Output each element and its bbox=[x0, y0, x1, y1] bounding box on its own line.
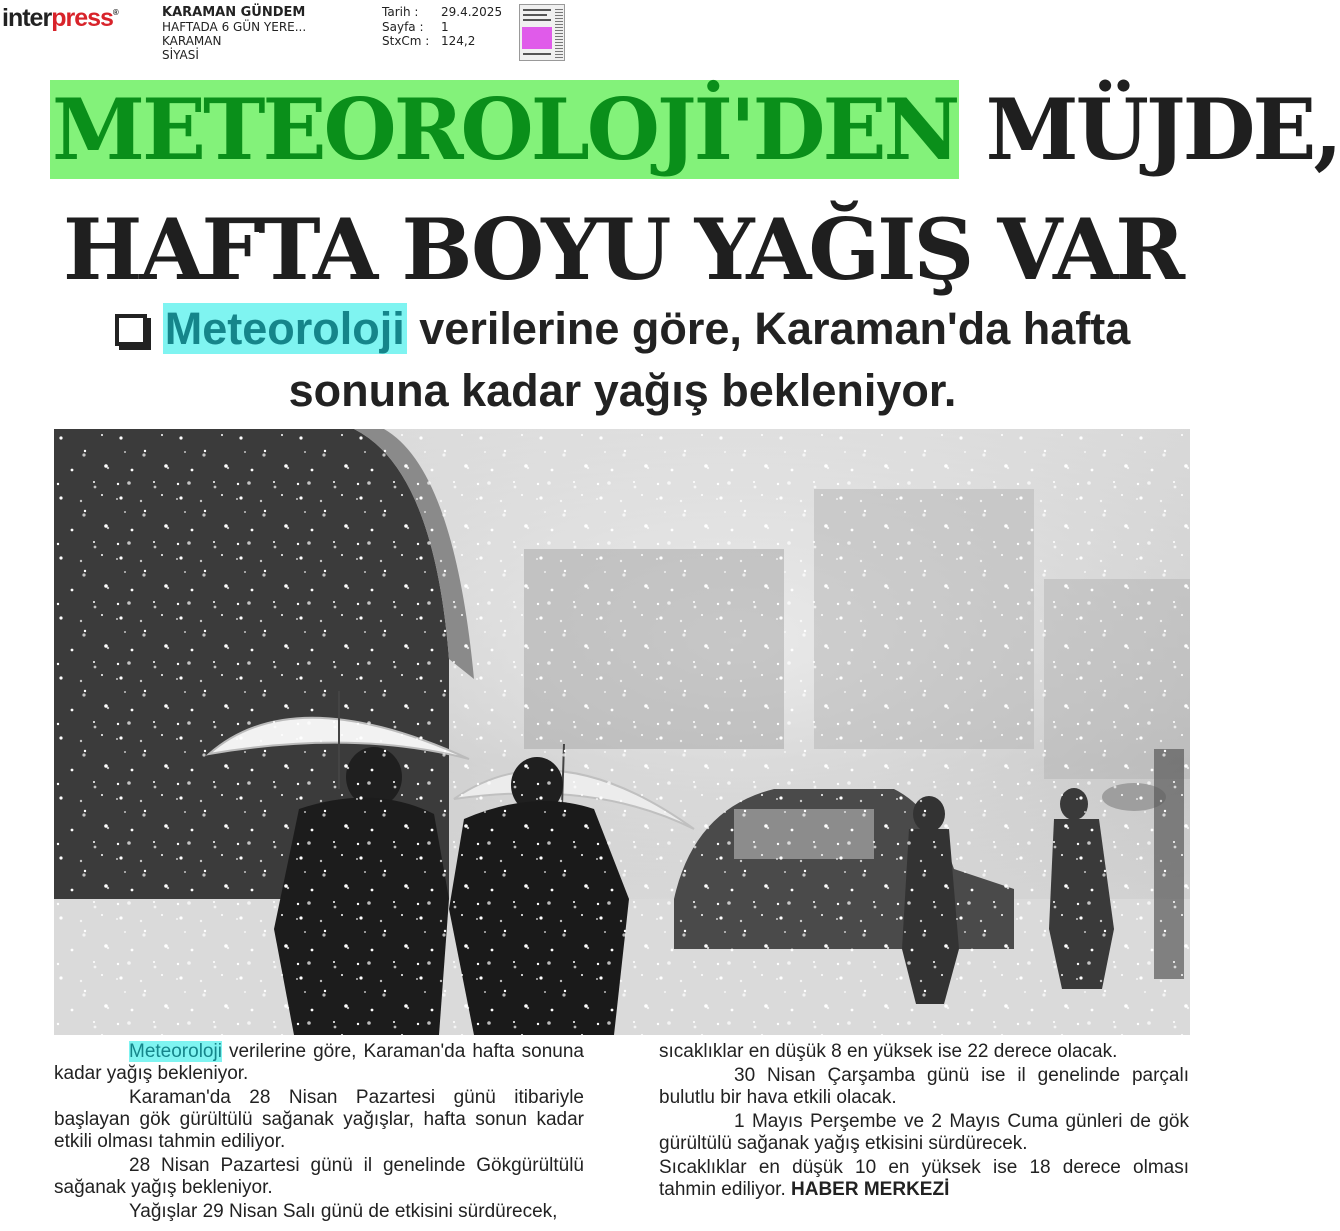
publication-frequency: HAFTADA 6 GÜN YERE... bbox=[162, 20, 307, 34]
stxcm-row bbox=[382, 34, 502, 49]
rain-umbrella-photo bbox=[54, 429, 1190, 1035]
thumbnail-highlight-area bbox=[522, 27, 552, 49]
stxcm-label: StxCm : bbox=[382, 34, 430, 48]
date-row bbox=[382, 5, 502, 20]
article-paragraph-1 bbox=[54, 1041, 584, 1085]
logo-text-dark: inter bbox=[2, 4, 52, 32]
article-paragraph-7 bbox=[659, 1157, 1189, 1201]
article-paragraph-3: 28 Nisan Pazartesi günü il genelinde Gökgürültülü sağanak yağış bekleniyor. bbox=[54, 1155, 584, 1198]
logo-text-accent: press bbox=[51, 4, 113, 32]
subheadline-line-2: sonuna kadar yağış bekleniyor. bbox=[288, 365, 957, 416]
stxcm-value: 124,2 bbox=[441, 34, 476, 48]
article-paragraph-6: 1 Mayıs Perşembe ve 2 Mayıs Cuma günleri de gök gürültülü sağanak yağış etkisini sürdürecek. bbox=[659, 1111, 1189, 1154]
publication-category: SİYASİ bbox=[162, 48, 199, 62]
subheadline bbox=[55, 298, 1190, 422]
article-byline: HABER MERKEZİ bbox=[791, 1179, 950, 1200]
logo-registered-mark: ® bbox=[112, 8, 118, 17]
headline-line-1 bbox=[50, 80, 1340, 179]
article-paragraph-2: Karaman'da 28 Nisan Pazartesi günü itibariyle başlayan gök gürültülü sağanak yağışlar, hafta sonun kadar etkili olması tahmin ediliyor. bbox=[54, 1087, 584, 1152]
headline-highlight: METEOROLOJİ'DEN bbox=[52, 80, 958, 179]
article-column-left bbox=[54, 1041, 584, 1225]
date-label: Tarih : bbox=[382, 5, 419, 19]
article-paragraph-7-text: Sıcaklıklar en düşük 10 en yüksek ise 18 derece olması tahmin ediliyor. bbox=[659, 1157, 1189, 1200]
interpress-logo bbox=[2, 4, 118, 33]
article-column-right bbox=[659, 1041, 1189, 1203]
headline bbox=[50, 80, 1340, 299]
clipping-meta bbox=[382, 5, 502, 49]
publication-region: KARAMAN bbox=[162, 34, 222, 48]
checkbox-icon bbox=[115, 314, 147, 346]
article-paragraph-4-start: Yağışlar 29 Nisan Salı günü de etkisini sürdürecek, bbox=[129, 1201, 558, 1222]
date-value: 29.4.2025 bbox=[441, 5, 503, 19]
article-photo bbox=[54, 429, 1190, 1035]
article-paragraph-4-end: sıcaklıklar en düşük 8 en yüksek ise 22 derece olacak. bbox=[659, 1041, 1118, 1062]
publication-info bbox=[162, 6, 306, 62]
subheadline-line-1-rest: verilerine göre, Karaman'da hafta bbox=[419, 303, 1131, 354]
headline-line-2: HAFTA BOYU YAĞIŞ VAR bbox=[62, 200, 1183, 299]
thumbnail-column bbox=[555, 9, 563, 59]
article-highlight: Meteoroloji bbox=[129, 1041, 222, 1062]
thumbnail-line bbox=[523, 53, 551, 55]
subheadline-line-1 bbox=[55, 298, 1190, 360]
subheadline-highlight: Meteoroloji bbox=[164, 303, 405, 354]
publication-name: KARAMAN GÜNDEM bbox=[162, 5, 306, 20]
page-row bbox=[382, 20, 502, 35]
thumbnail-line bbox=[523, 14, 547, 16]
page-label: Sayfa : bbox=[382, 19, 424, 34]
thumbnail-line bbox=[523, 19, 551, 21]
thumbnail-line bbox=[523, 9, 551, 11]
page-thumbnail[interactable] bbox=[519, 4, 565, 61]
headline-line-1-rest: MÜJDE, bbox=[985, 80, 1340, 179]
article-paragraph-1-text: verilerine göre, Karaman'da hafta sonuna kadar yağış bekleniyor. bbox=[54, 1041, 584, 1084]
page-value: 1 bbox=[441, 19, 449, 34]
article-paragraph-5: 30 Nisan Çarşamba günü ise il genelinde parçalı bulutlu bir hava etkili olacak. bbox=[659, 1065, 1189, 1108]
